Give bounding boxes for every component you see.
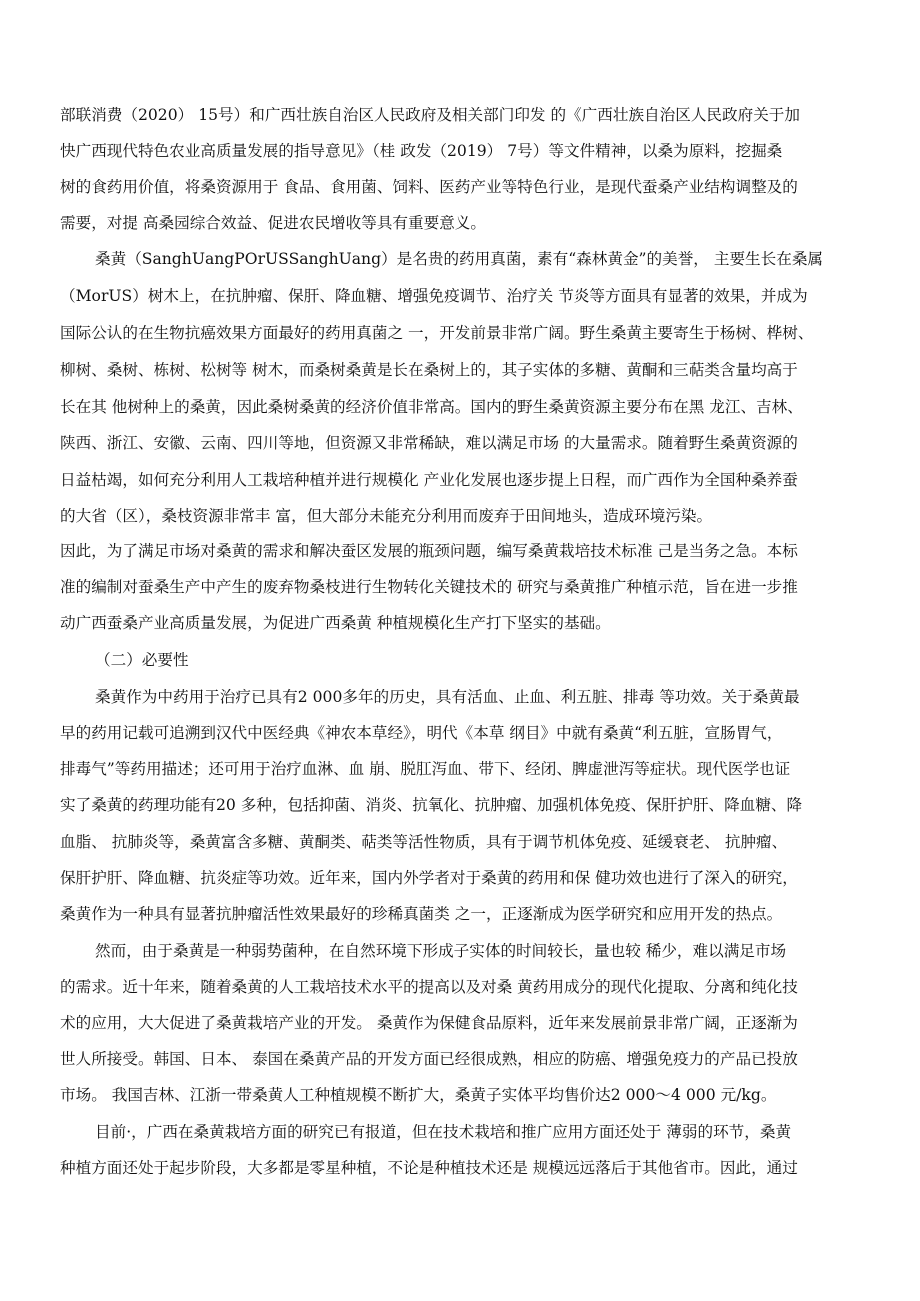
paragraph-line: 桑黄作为中药用于治疗已具有2 000多年的历史，具有活血、止血、利五脏、排毒 等功效。关于桑黄最 xyxy=(95,688,800,706)
paragraph-line: 动广西蚕桑产业高质量发展，为促进广西桑黄 种植规模化生产打下坚实的基础。 xyxy=(60,614,611,632)
paragraph-line: 保肝护肝、降血糖、抗炎症等功效。近年来，国内外学者对于桑黄的药用和保 健功效也进行了深入的研究， xyxy=(60,869,798,887)
paragraph-line: 目前·，广西在桑黄栽培方面的研究已有报道，但在技术栽培和推广应用方面还处于 薄弱的环节，桑黄 xyxy=(95,1123,792,1141)
paragraph-line: （MorUS）树木上，在抗肿瘤、保肝、降血糖、增强免疫调节、治疗关 节炎等方面具有显著的效果，并成为 xyxy=(60,287,808,305)
paragraph-line: 国际公认的在生物抗癌效果方面最好的药用真菌之 一，开发前景非常广阔。野生桑黄主要寄生于杨树、桦树、 xyxy=(60,324,814,342)
paragraph-line: 市场。 我国吉林、江浙一带桑黄人工种植规模不断扩大，桑黄子实体平均售价达2 000～4 000 元/kg。 xyxy=(60,1086,777,1104)
paragraph-line: 树的食药用价值，将桑资源用于 食品、食用菌、饲料、医药产业等特色行业，是现代蚕桑产业结构调整及的 xyxy=(60,178,798,196)
paragraph-line: 因此，为了满足市场对桑黄的需求和解决蚕区发展的瓶颈问题，编写桑黄栽培技术标准 己是当务之急。本标 xyxy=(60,542,798,560)
paragraph-line: 排毒气”等药用描述；还可用于治疗血淋、血 崩、脱肛泻血、带下、经闭、脾虚泄泻等症状。现代医学也证 xyxy=(60,760,791,778)
paragraph-line: 桑黄（SanghUangPOrUSSanghUang）是名贵的药用真菌，素有“森林黄金”的美誉， 主要生长在桑属 xyxy=(95,250,824,268)
paragraph-line: 然而，由于桑黄是一种弱势菌种，在自然环境下形成子实体的时间较长，量也较 稀少，难以满足市场 xyxy=(95,942,787,960)
paragraph-line: 世人所接受。韩国、日本、 泰国在桑黄产品的开发方面已经很成熟，相应的防癌、增强免疫力的产品已投放 xyxy=(60,1050,798,1068)
paragraph-line: 快广西现代特色农业高质量发展的指导意见》（桂 政发（2019） 7号）等文件精神，以桑为原料，挖掘桑 xyxy=(60,142,783,160)
paragraph-line: 实了桑黄的药理功能有20 多种，包括抑菌、消炎、抗氧化、抗肿瘤、加强机体免疫、保肝护肝、降血糖、降 xyxy=(60,796,803,814)
paragraph-line: 长在其 他树种上的桑黄，因此桑树桑黄的经济价值非常高。国内的野生桑黄资源主要分布在黑 龙江、吉林、 xyxy=(60,398,803,416)
paragraph-line: 血脂、 抗肺炎等，桑黄富含多糖、黄酮类、萜类等活性物质，具有于调节机体免疫、延缓衰老、 抗肿瘤、 xyxy=(60,833,788,851)
paragraph-line: 部联消费（2020） 15号）和广西壮族自治区人民政府及相关部门印发 的《广西壮族自治区人民政府关于加 xyxy=(60,106,800,124)
paragraph-line: 柳树、桑树、栋树、松树等 树木，而桑树桑黄是长在桑树上的，其子实体的多糖、黄酮和三萜类含量均高于 xyxy=(60,361,798,379)
section-heading: （二）必要性 xyxy=(95,651,189,669)
paragraph-line: 的大省（区），桑枝资源非常丰 富，但大部分未能充分利用而废弃于田间地头，造成环境污染。 xyxy=(60,507,713,525)
paragraph-line: 桑黄作为一种具有显著抗肿瘤活性效果最好的珍稀真菌类 之一，正逐渐成为医学研究和应用开发的热点。 xyxy=(60,905,783,923)
paragraph-line: 需要，对提 高桑园综合效益、促进农民增收等具有重要意义。 xyxy=(60,214,486,232)
paragraph-line: 准的编制对蚕桑生产中产生的废弃物桑枝进行生物转化关键技术的 研究与桑黄推广种植示范，旨在进一步推 xyxy=(60,578,798,596)
paragraph-line: 早的药用记载可追溯到汉代中医经典《神农本草经》，明代《本草 纲目》中就有桑黄“利五脏，宣肠胃气， xyxy=(60,724,783,742)
paragraph-line: 日益枯竭，如何充分利用人工栽培种植并进行规模化 产业化发展也逐步提上日程，而广西作为全国种桑养蚕 xyxy=(60,471,798,489)
paragraph-line: 术的应用，大大促进了桑黄栽培产业的开发。 桑黄作为保健食品原料，近年来发展前景非常广阔，正逐渐为 xyxy=(60,1014,798,1032)
paragraph-line: 种植方面还处于起步阶段，大多都是零星种植，不论是种植技术还是 规模远远落后于其他省市。因此，通过 xyxy=(60,1159,798,1177)
paragraph-line: 陕西、浙江、安徽、云南、四川等地，但资源又非常稀缺，难以满足市场 的大量需求。随着野生桑黄资源的 xyxy=(60,434,798,452)
paragraph-line: 的需求。近十年来，随着桑黄的人工栽培技术水平的提高以及对桑 黄药用成分的现代化提取、分离和纯化技 xyxy=(60,978,798,996)
